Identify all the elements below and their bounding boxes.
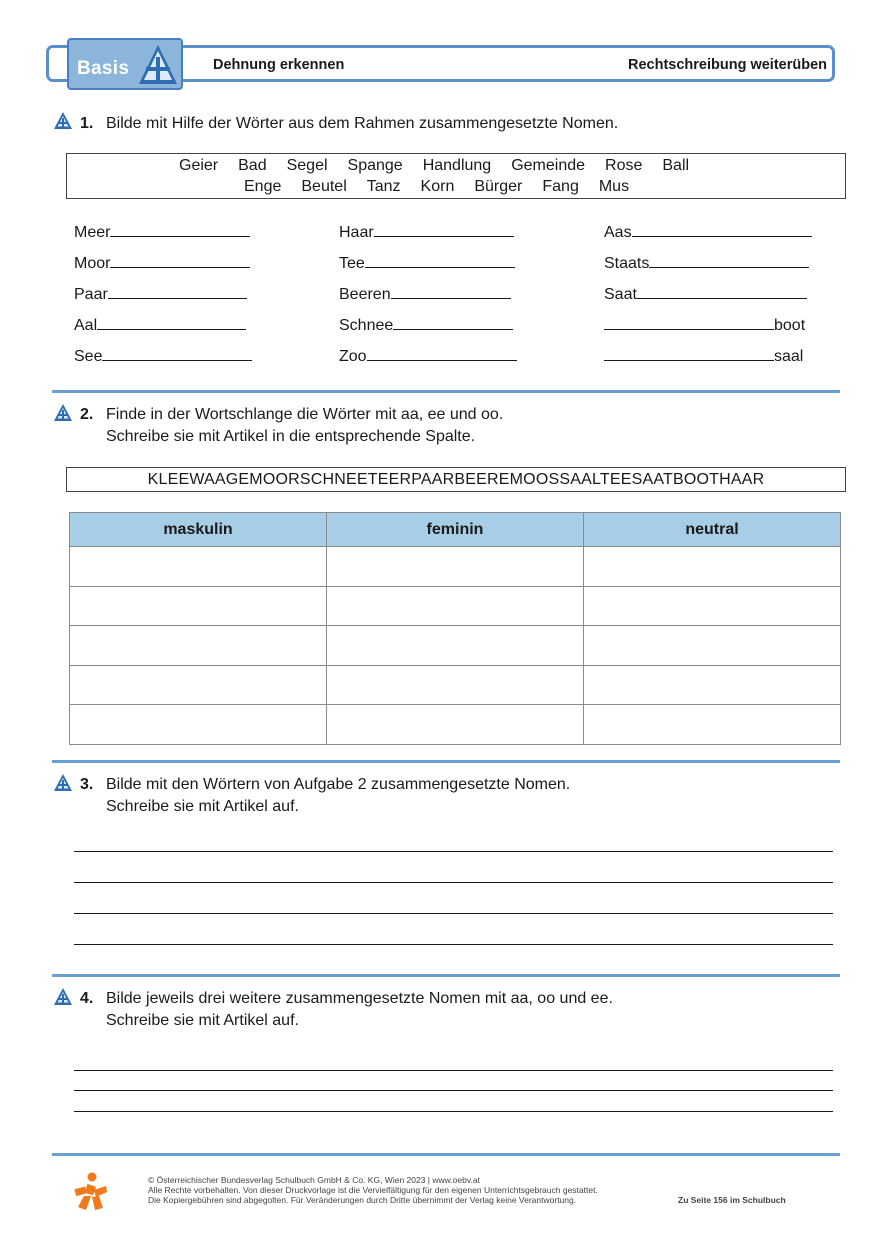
answer-blank[interactable] [391,284,511,299]
column-header-neutral: neutral [584,513,841,547]
word-snake: KLEEWAAGEMOORSCHNEETEERPAARBEEREMOOSSAALTEESAATBOOTHAAR [66,467,846,492]
compound-item: Moor [74,253,250,273]
frame-word: Fang [542,178,579,195]
frame-word: Ball [662,157,690,174]
task-level-icon [53,987,73,1006]
pyramid-icon [137,43,179,87]
task-number: 1. [80,115,94,132]
table-row [70,705,841,745]
topic-title: Dehnung erkennen [213,57,345,73]
frame-word: Korn [420,178,455,195]
task-level-icon [53,111,73,130]
column-header-maskulin: maskulin [70,513,327,547]
task-level-icon [53,773,73,792]
answer-blank[interactable] [637,284,807,299]
task2-instruction-1: Finde in der Wortschlange die Wörter mit aa, ee und oo. [106,406,504,423]
answer-cell[interactable] [70,665,327,705]
answer-cell[interactable] [70,547,327,587]
compound-item: Meer [74,222,250,242]
footer-divider [52,1153,840,1156]
answer-cell[interactable] [584,626,841,666]
frame-word: Segel [286,157,328,174]
word-frame-row-2 [244,178,629,196]
task4-instruction-2: Schreibe sie mit Artikel auf. [106,1012,299,1029]
compound-item: Schnee [339,315,513,335]
task1-instruction: Bilde mit Hilfe der Wörter aus dem Rahmen zusammengesetzte Nomen. [106,115,619,132]
compound-item: saal [604,346,803,366]
answer-blank[interactable] [374,222,514,237]
compound-item: See [74,346,252,366]
table-row [70,665,841,705]
frame-word: Gemeinde [511,157,586,174]
answer-cell[interactable] [70,586,327,626]
task-number: 2. [80,406,94,423]
answer-blank[interactable] [97,315,246,330]
footer-rights: Alle Rechte vorbehalten. Von dieser Druckvorlage ist die Vervielfältigung für den eigenen Unterrichtsgebrauch gestattet. [148,1185,598,1195]
task-number: 4. [80,990,94,1007]
table-row [70,547,841,587]
compound-item: Paar [74,284,247,304]
answer-blank[interactable] [632,222,812,237]
compound-item: Aas [604,222,812,242]
frame-word: Handlung [422,157,492,174]
footer-fees: Die Kopiergebühren sind abgegolten. Für Veränderungen durch Dritte übernimmt der Verlag keine Verantwortung. [148,1195,577,1205]
task-level-icon [53,403,73,422]
frame-word: Mus [598,178,630,195]
task3-instruction-1: Bilde mit den Wörtern von Aufgabe 2 zusammengesetzte Nomen. [106,776,571,793]
writing-line[interactable] [74,913,833,914]
table-row [70,626,841,666]
compound-item: boot [604,315,805,335]
answer-blank[interactable] [110,222,250,237]
column-header-feminin: feminin [327,513,584,547]
writing-line[interactable] [74,882,833,883]
writing-line[interactable] [74,944,833,945]
section-title: Rechtschreibung weiterüben [627,57,827,73]
answer-cell[interactable] [70,626,327,666]
frame-word: Geier [179,157,219,174]
frame-word: Enge [244,178,282,195]
answer-cell[interactable] [327,705,584,745]
answer-cell[interactable] [327,586,584,626]
task3-instruction-2: Schreibe sie mit Artikel auf. [106,798,299,815]
section-divider [52,390,840,393]
answer-cell[interactable] [584,586,841,626]
task-number: 3. [80,776,94,793]
schoolbook-page-reference: Zu Seite 156 im Schulbuch [678,1195,786,1205]
compound-item: Saat [604,284,807,304]
writing-line[interactable] [74,1070,833,1071]
compound-item: Aal [74,315,246,335]
answer-blank[interactable] [604,315,774,330]
task4-instruction-1: Bilde jeweils drei weitere zusammengesetzte Nomen mit aa, oo und ee. [106,990,613,1007]
frame-word: Rose [605,157,643,174]
writing-line[interactable] [74,851,833,852]
compound-item: Staats [604,253,809,273]
gender-table [69,512,841,745]
answer-blank[interactable] [102,346,252,361]
answer-cell[interactable] [327,547,584,587]
section-divider [52,760,840,763]
answer-blank[interactable] [108,284,247,299]
writing-line[interactable] [74,1090,833,1091]
answer-blank[interactable] [393,315,513,330]
answer-blank[interactable] [649,253,809,268]
answer-blank[interactable] [365,253,515,268]
task2-instruction-2: Schreibe sie mit Artikel in die entsprechende Spalte. [106,428,476,445]
answer-blank[interactable] [367,346,517,361]
publisher-logo-icon [72,1172,108,1212]
frame-word: Bürger [474,178,523,195]
section-divider [52,974,840,977]
compound-item: Beeren [339,284,511,304]
frame-word: Bad [238,157,267,174]
compound-item: Haar [339,222,514,242]
answer-cell[interactable] [327,626,584,666]
frame-word: Spange [347,157,403,174]
word-frame-row-1 [179,157,689,175]
table-header-row [70,513,841,547]
answer-cell[interactable] [584,665,841,705]
basis-label: Basis [77,58,130,79]
basis-level-badge [67,38,183,90]
answer-cell[interactable] [70,705,327,745]
frame-word: Beutel [301,178,347,195]
answer-blank[interactable] [110,253,250,268]
compound-item: Zoo [339,346,517,366]
answer-blank[interactable] [604,346,774,361]
frame-word: Tanz [366,178,401,195]
answer-cell[interactable] [327,665,584,705]
footer-copyright: © Österreichischer Bundesverlag Schulbuch GmbH & Co. KG, Wien 2023 | www.oebv.at [148,1175,480,1185]
writing-line[interactable] [74,1111,833,1112]
answer-cell[interactable] [584,547,841,587]
answer-cell[interactable] [584,705,841,745]
table-row [70,586,841,626]
compound-item: Tee [339,253,515,273]
